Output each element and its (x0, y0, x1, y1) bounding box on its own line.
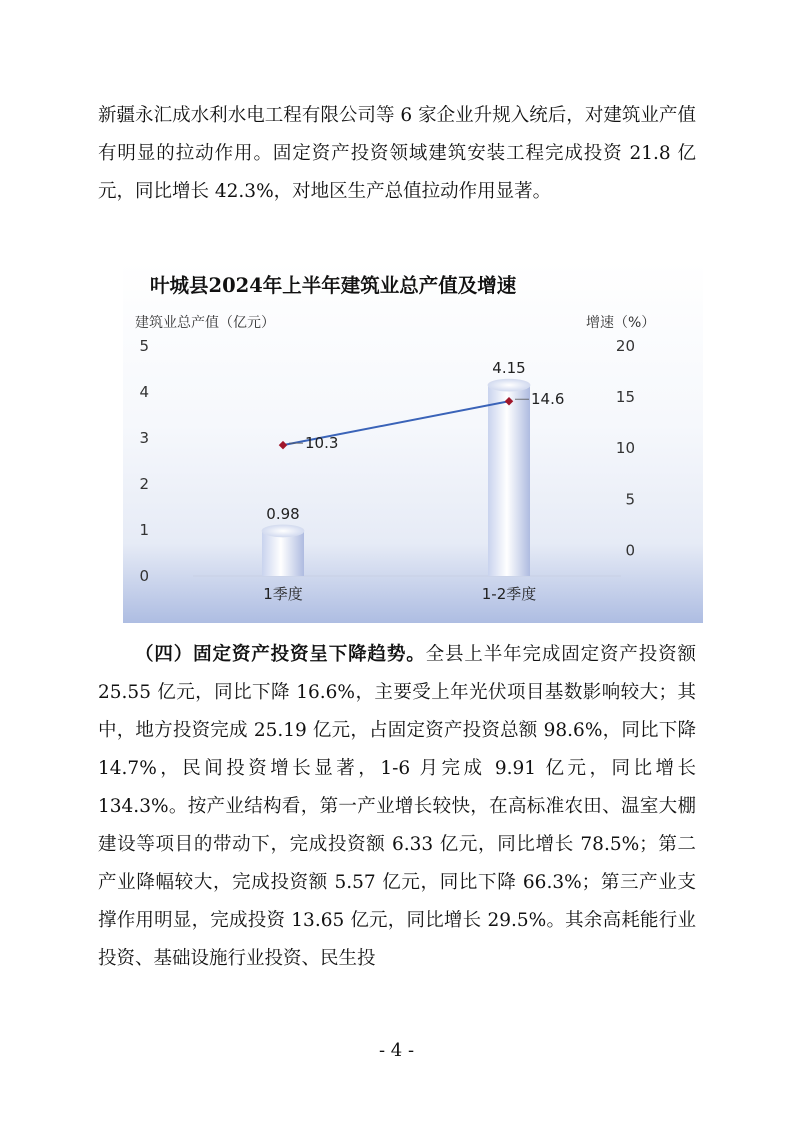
right-tick-label: 20 (615, 337, 635, 355)
left-tick-label: 0 (139, 567, 149, 585)
x-tick-label: 1季度 (263, 585, 303, 603)
left-tick-label: 4 (139, 383, 149, 401)
section-text: 全县上半年完成固定资产投资额 25.55 亿元，同比下降 16.6%，主要受上年光伏项目基数影响较大；其中，地方投资完成 25.19 亿元，占固定资产投资总额 98.6%，同比下降 14.7%，民间投资增长显著，1-6 月完成 9.91 亿元，同比增长 134.3%。按产业结构看，第一产业增长较快，在高标准农田、温室大棚建设等项目的带动下，完成投资额 6.33 亿元，同比增长 78.5%；第二产业降幅较大，完成投资额 5.57 亿元，同比下降 66.3%；第三产业支撑作用明显，完成投资 13.65 亿元，同比增长 29.5%。其余高耗能行业投资、基础设施行业投资、民生投 (98, 644, 696, 969)
chart-title: 叶城县2024年上半年建筑业总产值及增速 (150, 274, 517, 297)
chart-svg (123, 261, 703, 623)
right-tick-label: 15 (615, 388, 635, 407)
bar-cap (488, 379, 530, 391)
bar (262, 531, 304, 576)
bar-data-label: 4.15 (492, 359, 526, 378)
right-tick-label: 0 (625, 541, 635, 560)
growth-data-label: 10.3 (305, 434, 339, 453)
body-paragraph-1: 新疆永汇成水利水电工程有限公司等 6 家企业升规入统后，对建筑业产值有明显的拉动作用。固定资产投资领域建筑安装工程完成投资 21.8 亿元，同比增长 42.3%，对地区生产总值拉动作用显著。 (98, 105, 696, 202)
left-tick-label: 5 (139, 337, 149, 355)
x-tick-label: 1-2季度 (481, 585, 537, 603)
right-tick-label: 10 (615, 439, 635, 458)
body-paragraph-2 (98, 636, 696, 978)
bar (488, 385, 530, 576)
chart (123, 261, 703, 623)
left-tick-label: 2 (139, 475, 149, 493)
bar-cap (262, 525, 304, 537)
right-tick-label: 5 (625, 490, 635, 509)
left-tick-label: 1 (139, 521, 149, 539)
section-heading: （四）固定资产投资呈下降趋势。 (135, 644, 426, 665)
left-tick-label: 3 (139, 429, 149, 447)
left-axis-label: 建筑业总产值（亿元） (135, 315, 275, 331)
growth-data-label: 14.6 (531, 390, 565, 409)
bar-data-label: 0.98 (266, 504, 300, 523)
right-axis-label: 增速（%） (586, 315, 656, 331)
page-number: - 4 - (378, 1040, 415, 1061)
